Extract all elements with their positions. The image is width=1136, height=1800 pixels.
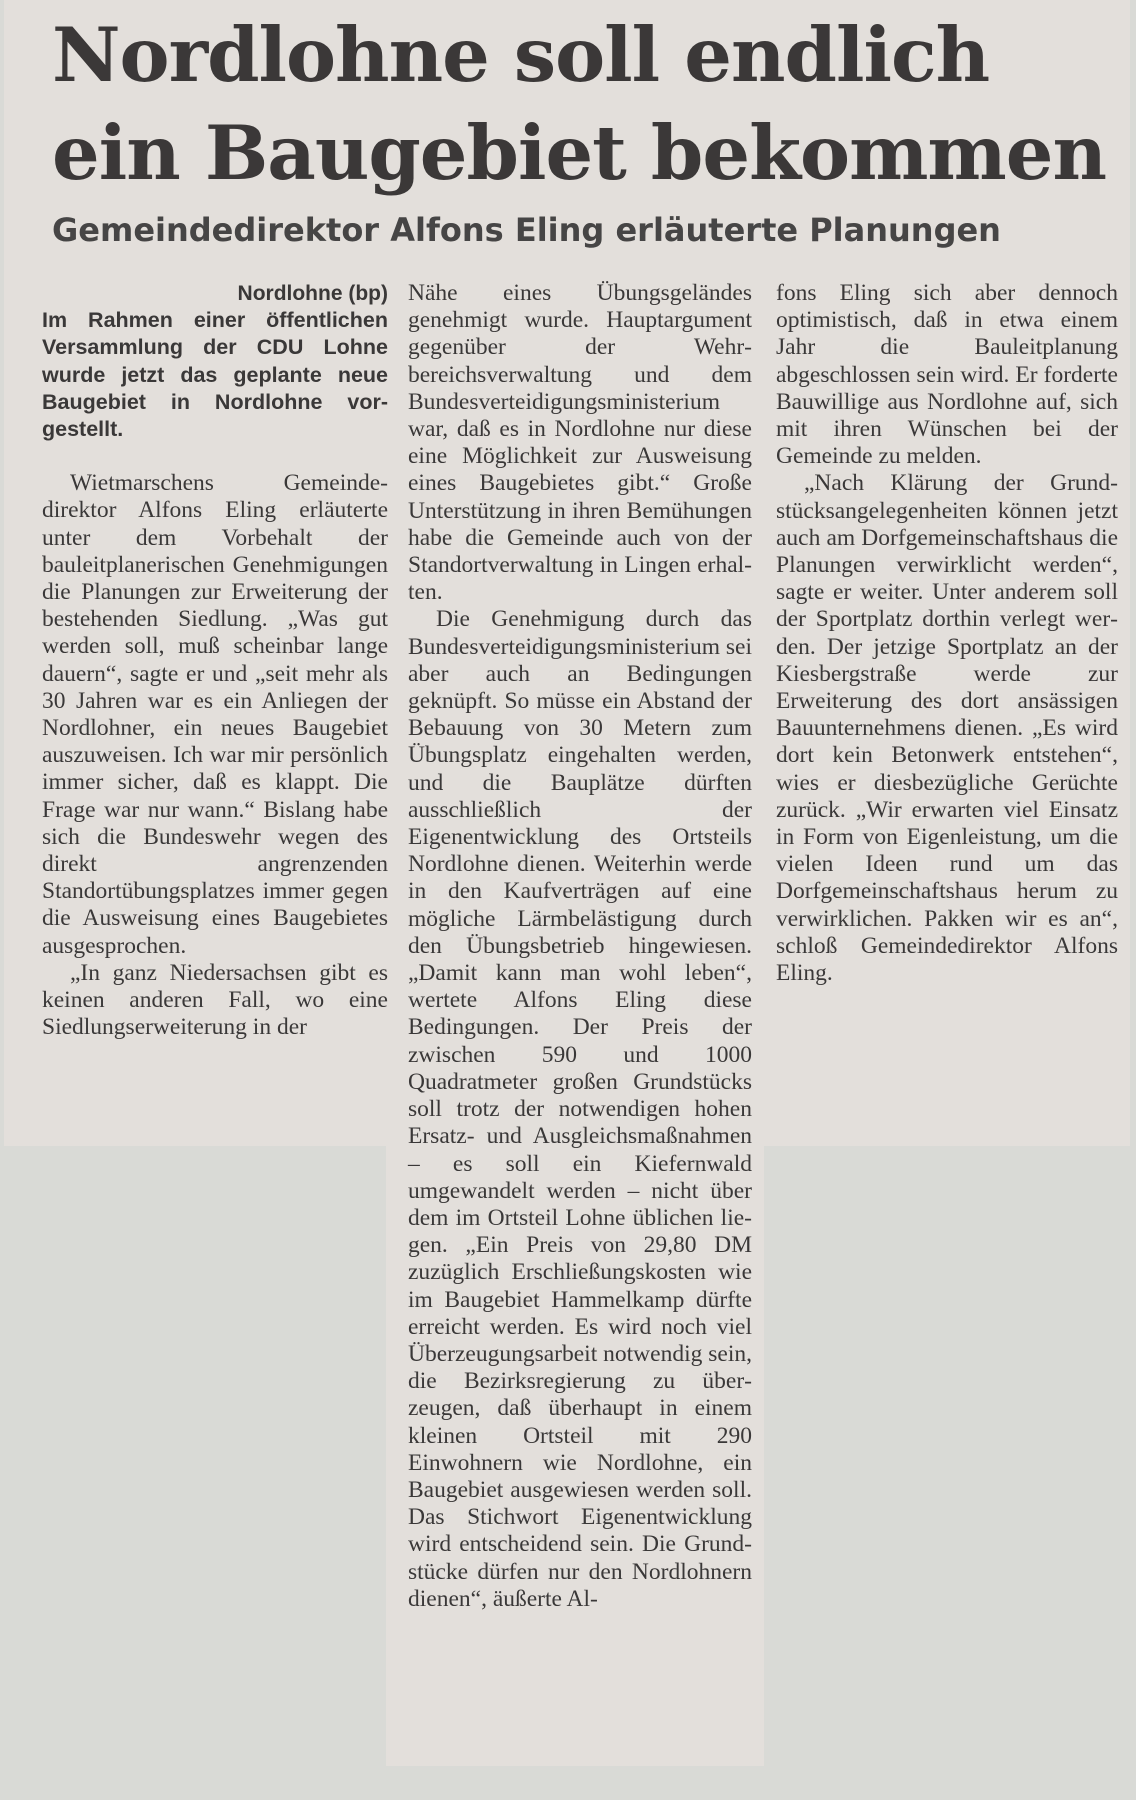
article-headline: Nordlohne soll endlich ein Baugebiet bekommen	[52, 11, 1107, 197]
column-1-paragraph-2: „In ganz Niedersachsen gibt es keinen anderen Fall, wo eine Siedlungserweiterung in der	[42, 959, 388, 1041]
column-3-paragraph-1: fons Eling sich aber dennoch optimistisch, daß in etwa einem Jahr die Bauleitplanung abgeschlossen sein wird. Er forderte Bauwillige aus Nordlohne auf, sich mit ihren Wünschen bei der Gemeinde zu melden.	[776, 280, 1118, 470]
article-dateline: Nordlohne (bp)	[237, 282, 388, 305]
column-2-paragraph-2: Die Genehmigung durch das Bundesverteidigungsministerium sei aber auch an Bedingungen geknüpft. So müsse ein Abstand der Bebauung von 30 Metern zum Übungsplatz eingehalten werden, und die Bauplätze dürften ausschließlich der Eigenentwicklung des Ortsteils Nordlohne dienen. Weiterhin werde in den Kaufverträgen auf eine mögliche Lärmbelästigung durch den Übungsbetrieb hingewiesen. „Damit kann man wohl leben“, wertete Alfons Eling diese Bedingungen. Der Preis der zwischen 590 und 1000 Quadratmeter großen Grundstücks soll trotz der notwendigen hohen Ersatz- und Ausgleichsmaßnahmen – es soll ein Kiefernwald umgewandelt werden – nicht über dem im Ortsteil Lohne üblichen liegen. „Ein Preis von 29,80 DM zuzüglich Erschließungskosten wie im Baugebiet Hammelkamp dürfte erreicht werden. Es wird noch viel Überzeugungsarbeit notwendig sein, die Bezirksregierung zu überzeugen, daß überhaupt in einem kleinen Ortsteil mit 290 Einwohnern wie Nordlohne, ein Baugebiet ausgewiesen werden soll. Das Stichwort Eigenentwicklung wird entscheidend sein. Die Grundstücke dürfen nur den Nordlohnern dienen“, äußerte Al-	[408, 606, 752, 1612]
article-column-1	[42, 280, 388, 1041]
column-1-paragraph-1: Wietmarschens Gemeindedirektor Alfons Eling erläuterte unter dem Vorbehalt der bauleitplanerischen Genehmigungen die Planungen zur Erweiterung der bestehenden Siedlung. „Was gut werden soll, muß scheinbar lange dauern“, sagte er und „seit mehr als 30 Jahren war es ein Anliegen der Nordlohner, ein neues Baugebiet auszuweisen. Ich war mir persönlich immer sicher, daß es klappt. Die Frage war nur wann.“ Bislang habe sich die Bundeswehr wegen des direkt angrenzenden Standortübungsplatzes immer gegen die Ausweisung eines Baugebietes ausgesprochen.	[42, 470, 388, 959]
article-column-3	[776, 280, 1118, 987]
column-3-paragraph-2: „Nach Klärung der Grundstücksangelegenheiten können jetzt auch am Dorfgemeinschaftshaus die Planungen verwirklicht werden“, sagte er weiter. Unter anderem soll der Sportplatz dorthin verlegt werden. Der jetzige Sportplatz an der Kiesbergstraße werde zur Erweiterung des dort ansässigen Bauunternehmens dienen. „Es wird dort kein Betonwerk entstehen“, wies er diesbezügliche Gerüchte zurück. „Wir erwarten viel Einsatz in Form von Eigenleistung, um die vielen Ideen rund um das Dorfgemeinschaftshaus herum zu verwirklichen. Pakken wir es an“, schloß Gemeindedirektor Alfons Eling.	[776, 470, 1118, 987]
article-lead: Im Rahmen einer öffentlichen Versammlung der CDU Lohne wurde jetzt das geplante neue Baugebiet in Nordlohne vorgestellt.	[42, 308, 388, 442]
article-column-2	[408, 280, 752, 1613]
article-subheadline: Gemeindedirektor Alfons Eling erläuterte Planungen	[52, 211, 1001, 249]
column-2-paragraph-1: Nähe eines Übungsgeländes genehmigt wurde. Hauptargument gegenüber der Wehrbereichsverwaltung und dem Bundesverteidigungsministerium war, daß es in Nordlohne nur diese eine Möglichkeit zur Ausweisung eines Baugebietes gibt.“ Große Unterstützung in ihren Bemühungen habe die Gemeinde auch von der Standortverwaltung in Lingen erhalten.	[408, 280, 752, 606]
